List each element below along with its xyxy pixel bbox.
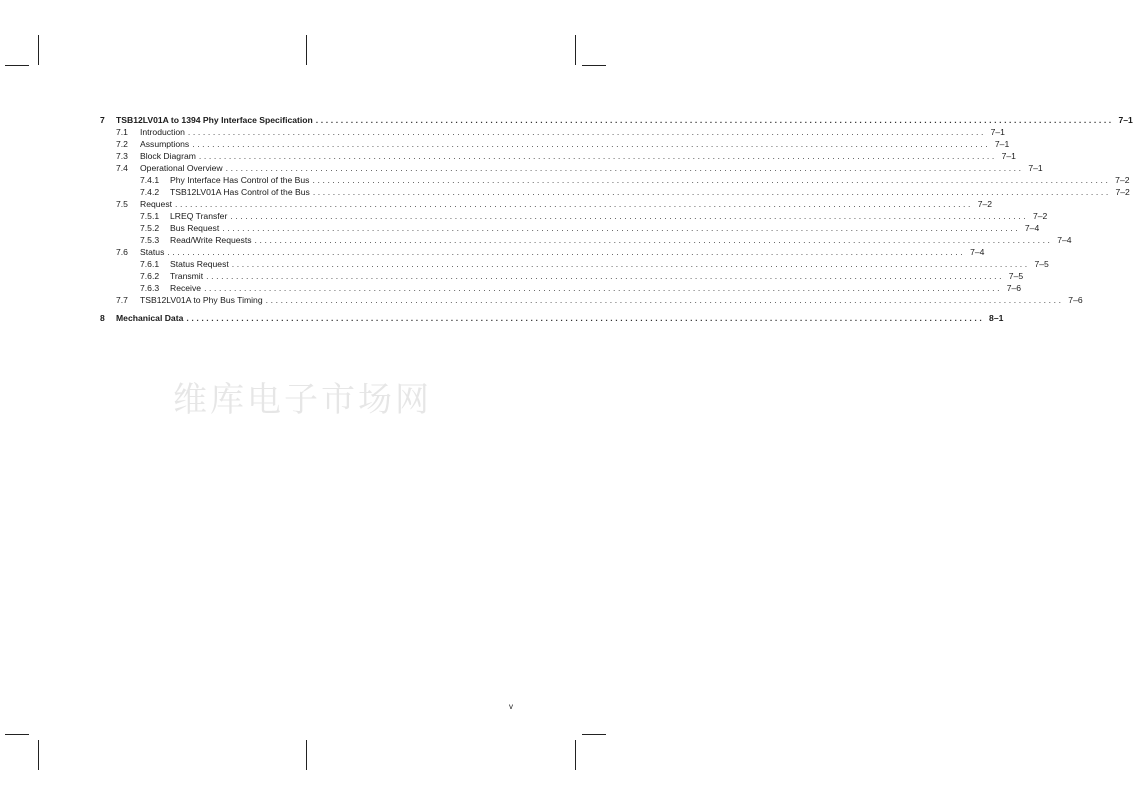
toc-page: 7–5: [1034, 259, 1049, 269]
toc-page: 7–1: [1001, 151, 1016, 161]
toc-title: Transmit: [170, 271, 204, 281]
toc-page: 7–1: [1118, 115, 1133, 125]
toc-leader: ................................................................................................................................................................: [225, 163, 1024, 173]
toc-entry-body: [170, 270, 1024, 282]
toc-entry-body: [116, 312, 1004, 324]
toc-leader: ................................................................................................................................................................: [167, 247, 966, 257]
toc-title: Read/Write Requests: [170, 235, 252, 245]
toc-entry[interactable]: [0, 282, 1022, 294]
toc-entry[interactable]: [0, 312, 1004, 324]
toc-leader: ................................................................................................................................................................: [254, 235, 1053, 245]
toc-leader: ................................................................................................................................................................: [222, 223, 1021, 233]
toc-page: 7–1: [994, 139, 1010, 149]
toc-title: Status: [140, 247, 165, 257]
toc-number: 8: [100, 313, 105, 323]
toc-entry-body: [140, 246, 985, 258]
table-of-contents: [0, 0, 1133, 340]
toc-leader: ................................................................................................................................................................: [231, 259, 1030, 269]
page-number: v: [509, 702, 513, 711]
toc-title: TSB12LV01A to 1394 Phy Interface Specification: [116, 115, 313, 125]
toc-page: 7–2: [1115, 187, 1130, 197]
toc-entry-body: [116, 114, 1133, 126]
toc-leader: ................................................................................................................................................................: [206, 271, 1005, 281]
toc-entry[interactable]: [0, 234, 1072, 246]
toc-number: 7.4.1: [140, 175, 160, 185]
toc-leader: ................................................................................................................................................................: [265, 295, 1064, 305]
toc-entry[interactable]: [0, 186, 1130, 198]
toc-number: 7.7: [116, 295, 128, 305]
crop-mark-bottom-left-h: [5, 734, 29, 735]
crop-mark-bottom-center: [306, 740, 307, 770]
toc-leader: ................................................................................................................................................................: [192, 139, 991, 149]
toc-entry-body: [170, 174, 1130, 186]
toc-entry-body: [140, 162, 1043, 174]
crop-mark-bottom-left: [38, 740, 39, 770]
toc-leader: ................................................................................................................................................................: [175, 199, 974, 209]
toc-title: Mechanical Data: [116, 313, 184, 323]
toc-page: 7–2: [1115, 175, 1130, 185]
crop-mark-bottom-right: [575, 740, 576, 770]
toc-page: 7–4: [1057, 235, 1072, 245]
toc-title: Block Diagram: [140, 151, 196, 161]
toc-title: TSB12LV01A Has Control of the Bus: [170, 187, 310, 197]
toc-entry-body: [170, 210, 1048, 222]
toc-entry[interactable]: [0, 138, 1010, 150]
toc-entry[interactable]: [0, 150, 1016, 162]
toc-page: 7–1: [1028, 163, 1043, 173]
toc-leader: ................................................................................................................................................................: [187, 127, 986, 137]
toc-entry-body: [140, 138, 1010, 150]
toc-title: TSB12LV01A to Phy Bus Timing: [140, 295, 263, 305]
toc-title: Bus Request: [170, 223, 220, 233]
toc-page: 7–1: [990, 127, 1005, 137]
toc-title: Operational Overview: [140, 163, 223, 173]
toc-number: 7.2: [116, 139, 128, 149]
toc-entry[interactable]: [0, 294, 1083, 306]
toc-number: 7.4.2: [140, 187, 160, 197]
toc-number: 7.6.3: [140, 283, 160, 293]
toc-entry[interactable]: [0, 198, 993, 210]
toc-page: 7–5: [1008, 271, 1024, 281]
toc-title: Introduction: [140, 127, 185, 137]
toc-title: Request: [140, 199, 173, 209]
toc-page: 7–2: [977, 199, 993, 209]
toc-entry[interactable]: [0, 114, 1133, 126]
toc-title: Status Request: [170, 259, 229, 269]
toc-number: 7.5.2: [140, 223, 160, 233]
toc-number: 7: [100, 115, 105, 125]
toc-title: Receive: [170, 283, 202, 293]
toc-number: 7.4: [116, 163, 128, 173]
toc-title: LREQ Transfer: [170, 211, 228, 221]
toc-page: 7–6: [1006, 283, 1022, 293]
toc-entry[interactable]: [0, 270, 1024, 282]
toc-title: Assumptions: [140, 139, 190, 149]
toc-entry-body: [140, 126, 1005, 138]
toc-page: 7–4: [970, 247, 985, 257]
toc-leader: ................................................................................................................................................................: [230, 211, 1029, 221]
toc-entry[interactable]: [0, 246, 985, 258]
toc-entry-body: [170, 282, 1022, 294]
toc-number: 7.6: [116, 247, 128, 257]
toc-leader: ................................................................................................................................................................: [315, 115, 1114, 125]
toc-leader: ................................................................................................................................................................: [312, 175, 1111, 185]
toc-entry-body: [170, 234, 1072, 246]
toc-number: 7.6.2: [140, 271, 160, 281]
toc-leader: ................................................................................................................................................................: [186, 313, 985, 323]
toc-entry-body: [140, 150, 1016, 162]
toc-page: 7–2: [1033, 211, 1048, 221]
toc-number: 7.5.1: [140, 211, 160, 221]
toc-number: 7.5: [116, 199, 128, 209]
toc-page: 7–4: [1024, 223, 1040, 233]
toc-entry[interactable]: [0, 162, 1043, 174]
toc-page: 7–6: [1068, 295, 1083, 305]
toc-entry-body: [140, 294, 1083, 306]
toc-page: 8–1: [989, 313, 1004, 323]
toc-entry[interactable]: [0, 210, 1048, 222]
toc-entry[interactable]: [0, 222, 1040, 234]
toc-leader: ................................................................................................................................................................: [198, 151, 997, 161]
toc-number: 7.6.1: [140, 259, 160, 269]
toc-entry[interactable]: [0, 174, 1130, 186]
watermark: 维库电子市场网: [173, 380, 432, 420]
crop-mark-bottom-right-h: [582, 734, 606, 735]
toc-entry[interactable]: [0, 126, 1005, 138]
toc-entry-body: [170, 222, 1040, 234]
toc-leader: ................................................................................................................................................................: [312, 187, 1111, 197]
toc-entry-body: [140, 198, 993, 210]
toc-number: 7.5.3: [140, 235, 160, 245]
toc-number: 7.3: [116, 151, 128, 161]
toc-number: 7.1: [116, 127, 128, 137]
toc-entry-body: [170, 258, 1049, 270]
toc-entry[interactable]: [0, 258, 1049, 270]
toc-entry-body: [170, 186, 1130, 198]
toc-title: Phy Interface Has Control of the Bus: [170, 175, 310, 185]
toc-leader: ................................................................................................................................................................: [204, 283, 1003, 293]
